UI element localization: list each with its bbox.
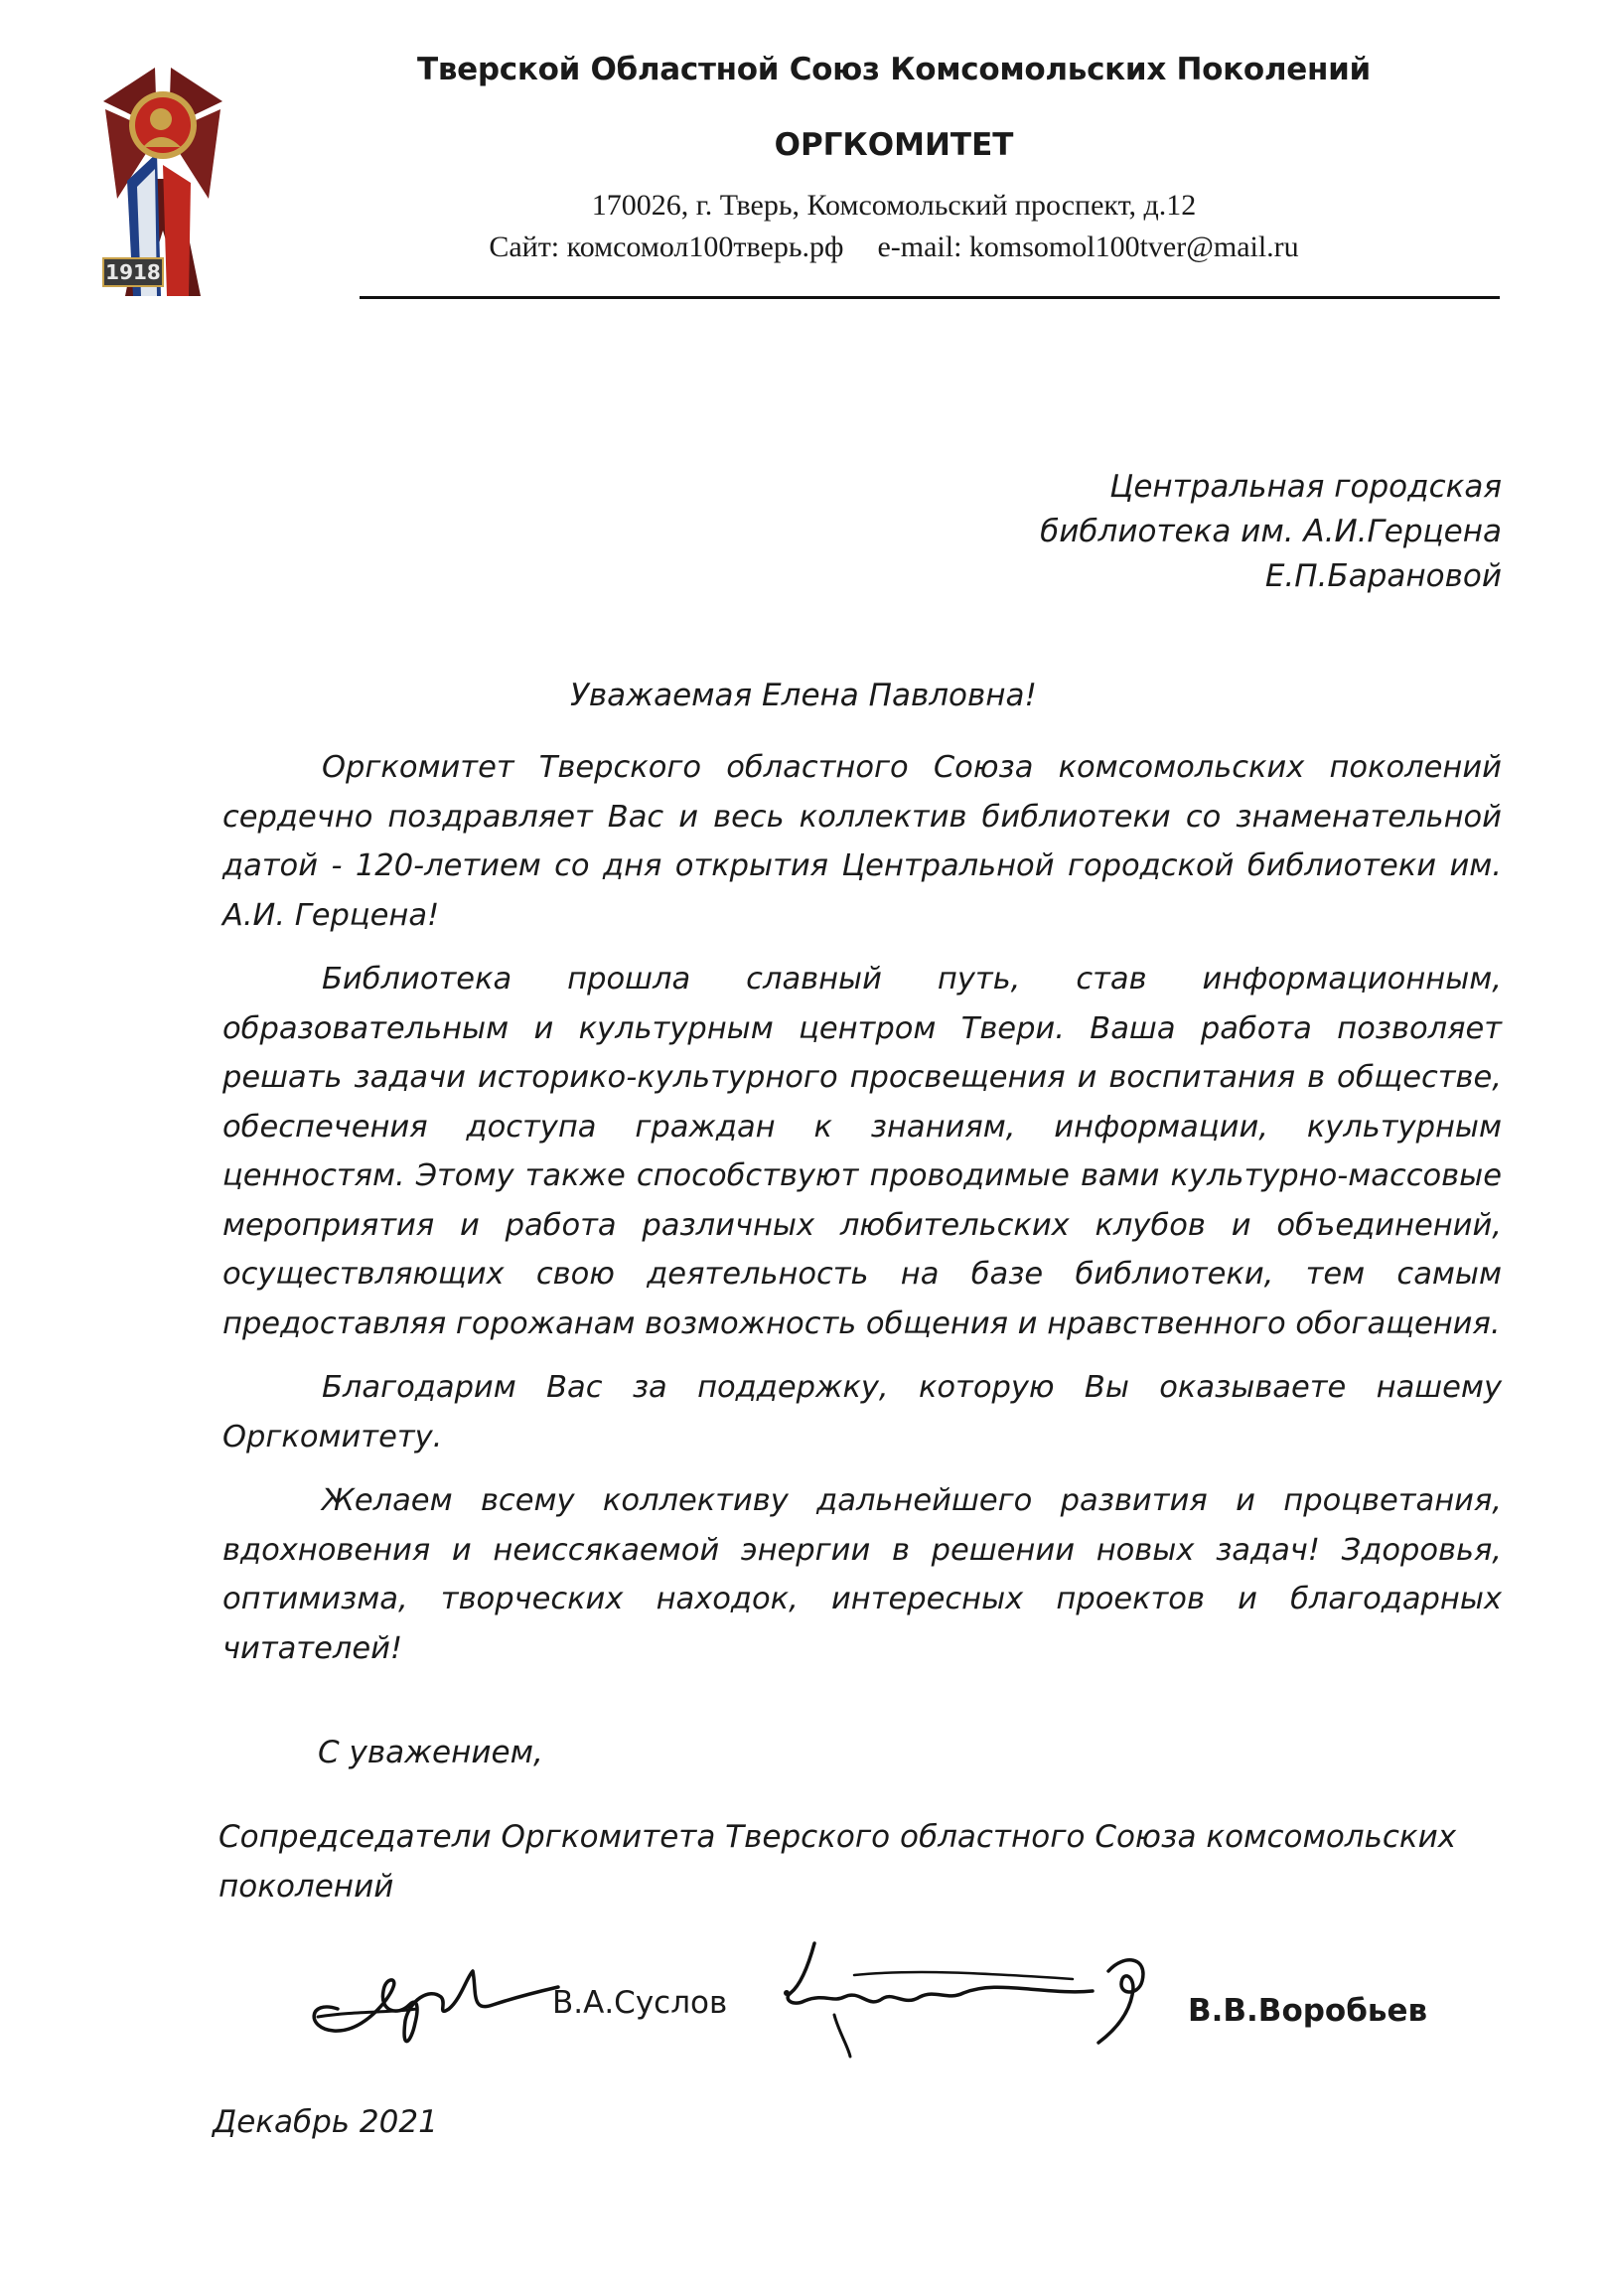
salutation: Уважаемая Елена Павловна! xyxy=(570,678,1037,713)
komsomol-emblem-icon xyxy=(97,62,228,300)
letter-date: Декабрь 2021 xyxy=(213,2104,438,2140)
closing-phrase: С уважением, xyxy=(318,1735,543,1770)
signature-suslov xyxy=(298,1947,566,2057)
signer-title: Сопредседатели Оргкомитета Тверского областного Союза комсомольских поколений xyxy=(219,1819,1457,1905)
body-paragraph: Благодарим Вас за поддержку, которую Вы оказываете нашему Оргкомитету. xyxy=(222,1370,1502,1454)
body-paragraph: Библиотека прошла славный путь, став информационным, образовательным и культурным центром Твери. Ваша работа позволяет решать задачи историко-культурного просвещения и воспитания в обществе, обеспечения доступа граждан к знаниям, информации, культурным ценностям. Этому также способствуют проводимые вами культурно-массовые мероприятия и работа различных любительских клубов и объединений, осуществляющих свою деятельность на базе библиотеки, тем самым предоставляя горожанам возможность общения и нравственного обогащения. xyxy=(222,962,1502,1341)
addressee-line: Центральная городская xyxy=(1109,469,1502,505)
contact-line xyxy=(328,230,1460,264)
department-title: ОРГКОМИТЕТ xyxy=(774,127,1014,163)
body-paragraph: Оргкомитет Тверского областного Союза комсомольских поколений сердечно поздравляет Вас и весь коллектив библиотеки со знаменательной датой - 120-летием со дня открытия Центральной городской библиотеки им. А.И. Герцена! xyxy=(222,750,1502,933)
addressee-block xyxy=(1040,465,1502,599)
signer-name-1: В.А.Суслов xyxy=(552,1985,728,2021)
organization-address: 170026, г. Тверь, Комсомольский проспект, д.12 xyxy=(591,189,1197,222)
website-text: Сайт: комсомол100тверь.рф xyxy=(489,230,844,263)
signature-vorobyev xyxy=(775,1935,1162,2063)
signer-name-2: В.В.Воробьев xyxy=(1188,1993,1428,2029)
organization-name: Тверской Областной Союз Комсомольских Поколений xyxy=(417,52,1371,87)
email-text: e-mail: komsomol100tver@mail.ru xyxy=(877,230,1299,263)
header-divider xyxy=(360,296,1500,299)
addressee-line: библиотека им. А.И.Герцена xyxy=(1040,514,1502,549)
addressee-line: Е.П.Барановой xyxy=(1264,558,1502,594)
svg-text:1918: 1918 xyxy=(105,260,161,284)
letter-body xyxy=(222,743,1502,1688)
body-paragraph: Желаем всему коллективу дальнейшего развития и процветания, вдохновения и неиссякаемой энергии в решении новых задач! Здоровья, оптимизма, творческих находок, интересных проектов и благодарных читателей! xyxy=(222,1483,1502,1666)
